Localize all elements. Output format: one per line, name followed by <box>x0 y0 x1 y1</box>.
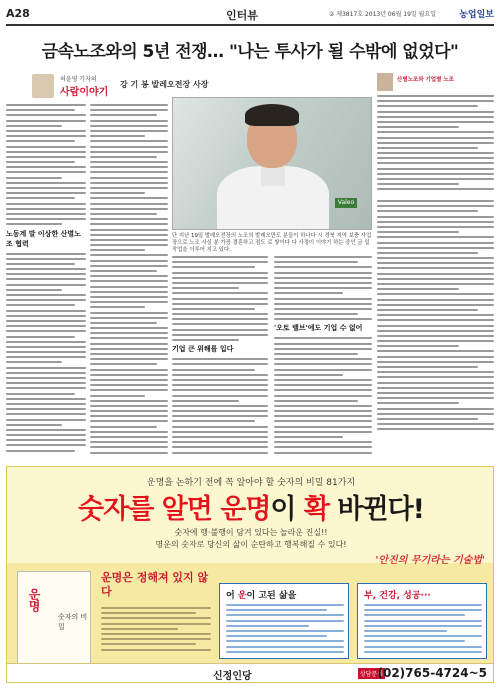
body-column-1 <box>6 104 86 454</box>
interviewee-photo <box>172 97 372 230</box>
reporter-photo <box>32 74 54 98</box>
section-head-1: 노동계 말 이상한 산별노조 협력 <box>6 229 81 248</box>
sidebar-thumbnail <box>377 73 393 91</box>
ad-subtitle-1: 숫자에 행·불행이 담겨 있다는 놀라운 진실!! <box>174 528 328 537</box>
ad-brand-name: 신정인당 <box>213 671 252 682</box>
ad-box-left <box>219 583 349 659</box>
ad-box-right-title: 부, 건강, 성공··· <box>364 591 431 601</box>
reporter-name: 허윤영 기자의 <box>60 76 97 83</box>
body-column-2 <box>90 104 168 454</box>
issue-date: ② 제3817호 2013년 06월 19일 월요일 <box>328 11 436 18</box>
ad-phone-number: (02)765-4724~5 <box>377 666 487 680</box>
ad-subtitle-2: 명운의 숫자로 당신의 삶이 순탄하고 행복해질 수 있다! <box>155 540 347 549</box>
ad-box-left-title: 어 운이 고된 삶을 <box>226 591 297 601</box>
book-subtitle: 숫자의 비밀 <box>58 613 88 631</box>
sidebar-title: 산별노조와 기업별 노조 <box>397 77 454 83</box>
book-advertisement <box>6 466 494 683</box>
body-column-3 <box>172 256 268 456</box>
ad-box-right <box>357 583 487 659</box>
section-head-2: 기업 큰 위해를 입다 <box>172 345 234 354</box>
sidebar-body <box>377 95 494 195</box>
book-title: 운명 <box>27 588 41 612</box>
newspaper-logo: 농업일보 <box>459 10 494 20</box>
ad-banner <box>7 467 494 566</box>
ad-handwritten-note: '안진의 무기라는 기술법' <box>375 555 485 566</box>
ad-mid-title: 운명은 정해져 있지 않다 <box>101 571 209 598</box>
ad-description <box>101 571 211 671</box>
photo-caption: 단 지난 19일 발레오전장의 노조의 발레오만도 분들이 하나다 시 경북 지역 보충 사업 장으로 노조 사실 분 가장 결혼하고 점도 로 쌓이다 다 사정이 이야기 하는 중인 금 일 작업을 이루어 지고 있다. <box>172 233 372 253</box>
ad-main-title: 숫자를 알면 운명이 확 바뀐다! <box>78 494 424 525</box>
book-cover <box>17 571 91 671</box>
section-title: 인터뷰 <box>226 9 258 22</box>
header-divider <box>6 24 494 26</box>
body-column-4 <box>274 256 372 456</box>
body-column-5 <box>377 200 494 456</box>
page-number: A28 <box>6 7 30 20</box>
company-logo-icon: Valeo <box>335 198 357 208</box>
section-head-3: '오토 밸브'에도 기업 수 없어 <box>274 324 363 333</box>
article-subhead: 강 기 봉 발레오전장 사장 <box>120 80 209 89</box>
column-label: 사람이야기 <box>60 87 109 98</box>
ad-tagline: 운명을 논하기 전에 꼭 알아야 할 숫자의 비밀 81가지 <box>146 478 356 488</box>
phone-tag: 상담문의 <box>358 668 385 679</box>
article-headline: 금속노조와의 5년 전쟁… "나는 투사가 될 수밖에 없었다" <box>41 42 459 62</box>
page-header <box>0 0 500 27</box>
ad-footer <box>7 663 494 683</box>
